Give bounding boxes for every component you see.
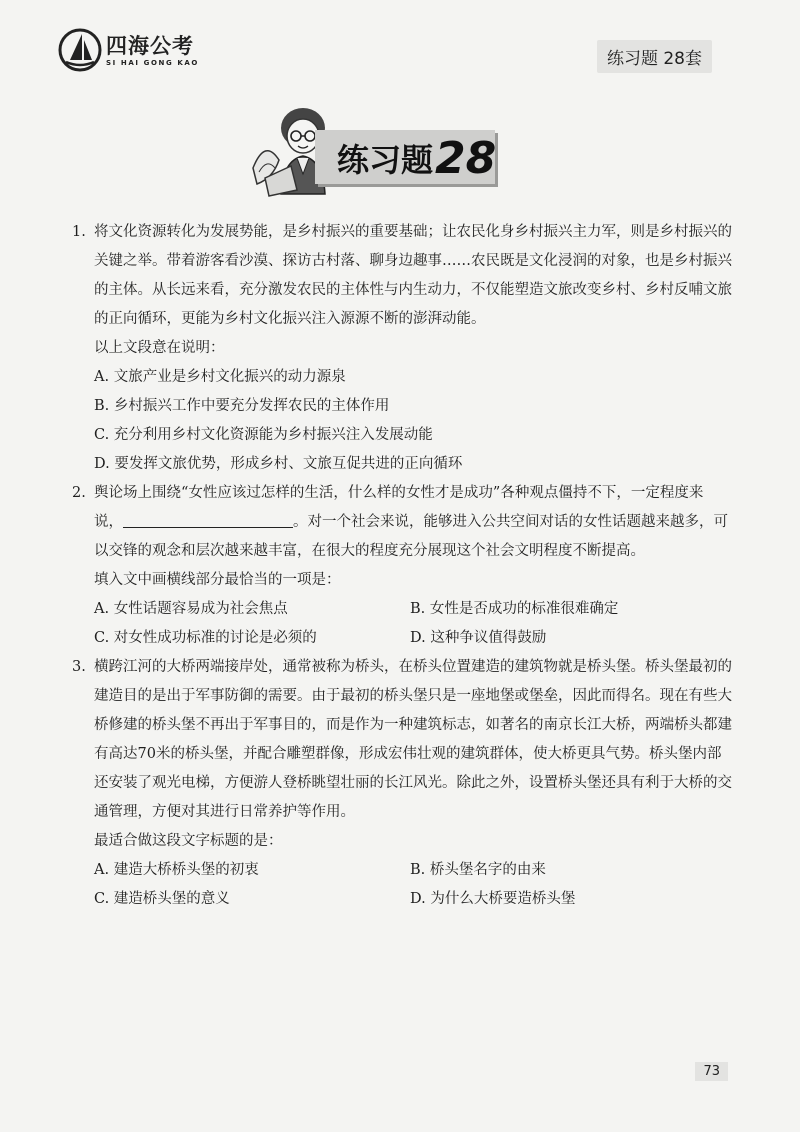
question-number: 3.: [72, 659, 86, 675]
option-c[interactable]: C. 充分利用乡村文化资源能为乡村振兴注入发展动能: [94, 427, 433, 443]
option-a[interactable]: A. 文旅产业是乡村文化振兴的动力源泉: [94, 369, 346, 385]
sail-logo-icon: [58, 28, 102, 72]
question-3: [72, 653, 732, 914]
question-stem: 将文化资源转化为发展势能，是乡村振兴的重要基础；让农民化身乡村振兴主力军，则是乡村振兴的关键之举。带着游客看沙漠、探访古村落、聊身边趣事……农民既是文化浸润的对象，也是乡村振兴的主体。从长远来看，充分激发农民的主体性与内生动力，不仅能塑造文旅改变乡村、乡村反哺文旅的正向循环，更能为乡村文化振兴注入源源不断的澎湃动能。: [94, 224, 732, 327]
option-b[interactable]: B. 桥头堡名字的由来: [410, 862, 546, 878]
title-label: 练习题: [337, 141, 434, 179]
logo-cn: 四海公考: [106, 33, 194, 58]
set-badge: 练习题 28套: [597, 40, 712, 73]
question-prompt: 以上文段意在说明：: [94, 340, 225, 356]
option-b[interactable]: B. 乡村振兴工作中要充分发挥农民的主体作用: [94, 398, 390, 414]
option-d[interactable]: D. 要发挥文旅优势，形成乡村、文旅互促共进的正向循环: [94, 456, 463, 472]
question-stem: 横跨江河的大桥两端接岸处，通常被称为桥头，在桥头位置建造的建筑物就是桥头堡。桥头堡最初的建造目的是出于军事防御的需要。由于最初的桥头堡只是一座地堡或堡垒，因此而得名。现在有些大桥修建的桥头堡不再出于军事目的，而是作为一种建筑标志，如著名的南京长江大桥，两端桥头都建有高达70米的桥头堡，并配合雕塑群像，形成宏伟壮观的建筑群体，使大桥更具气势。桥头堡内部还安装了观光电梯，方便游人登桥眺望壮丽的长江风光。除此之外，设置桥头堡还具有利于大桥的交通管理，方便对其进行日常养护等作用。: [94, 659, 732, 820]
title-number: 28: [435, 133, 497, 184]
logo: [58, 28, 199, 72]
answer-blank: [123, 509, 293, 528]
option-c[interactable]: C. 建造桥头堡的意义: [94, 891, 230, 907]
stem-part-b: 。对一个社会来说，能够进入公共空间对话的女性话题越来越多，可以交锋的观念和层次越来越丰富，在很大的程度充分展现这个社会文明程度不断提高。: [94, 514, 728, 559]
question-number: 2.: [72, 485, 86, 501]
question-stem: [94, 479, 732, 566]
page-number: 73: [695, 1062, 728, 1081]
option-d[interactable]: D. 这种争议值得鼓励: [410, 630, 547, 646]
option-b[interactable]: B. 女性是否成功的标准很难确定: [410, 601, 619, 617]
option-a[interactable]: A. 女性话题容易成为社会焦点: [94, 601, 288, 617]
page-title: [245, 98, 505, 198]
logo-en: SI HAI GONG KAO: [106, 58, 199, 67]
title-text: [337, 131, 496, 182]
question-1: [72, 218, 732, 479]
question-prompt: 最适合做这段文字标题的是：: [94, 833, 283, 849]
question-2: [72, 479, 732, 653]
question-prompt: 填入文中画横线部分最恰当的一项是：: [94, 572, 341, 588]
option-c[interactable]: C. 对女性成功标准的讨论是必须的: [94, 630, 317, 646]
stem-part-a: 舆论场上围绕“女性应该过怎样的生活，什么样的女性才是成功”各种观点僵持不下，一定程度来说，: [94, 485, 704, 530]
option-d[interactable]: D. 为什么大桥要造桥头堡: [410, 891, 576, 907]
option-a[interactable]: A. 建造大桥桥头堡的初衷: [94, 862, 259, 878]
question-number: 1.: [72, 224, 86, 240]
